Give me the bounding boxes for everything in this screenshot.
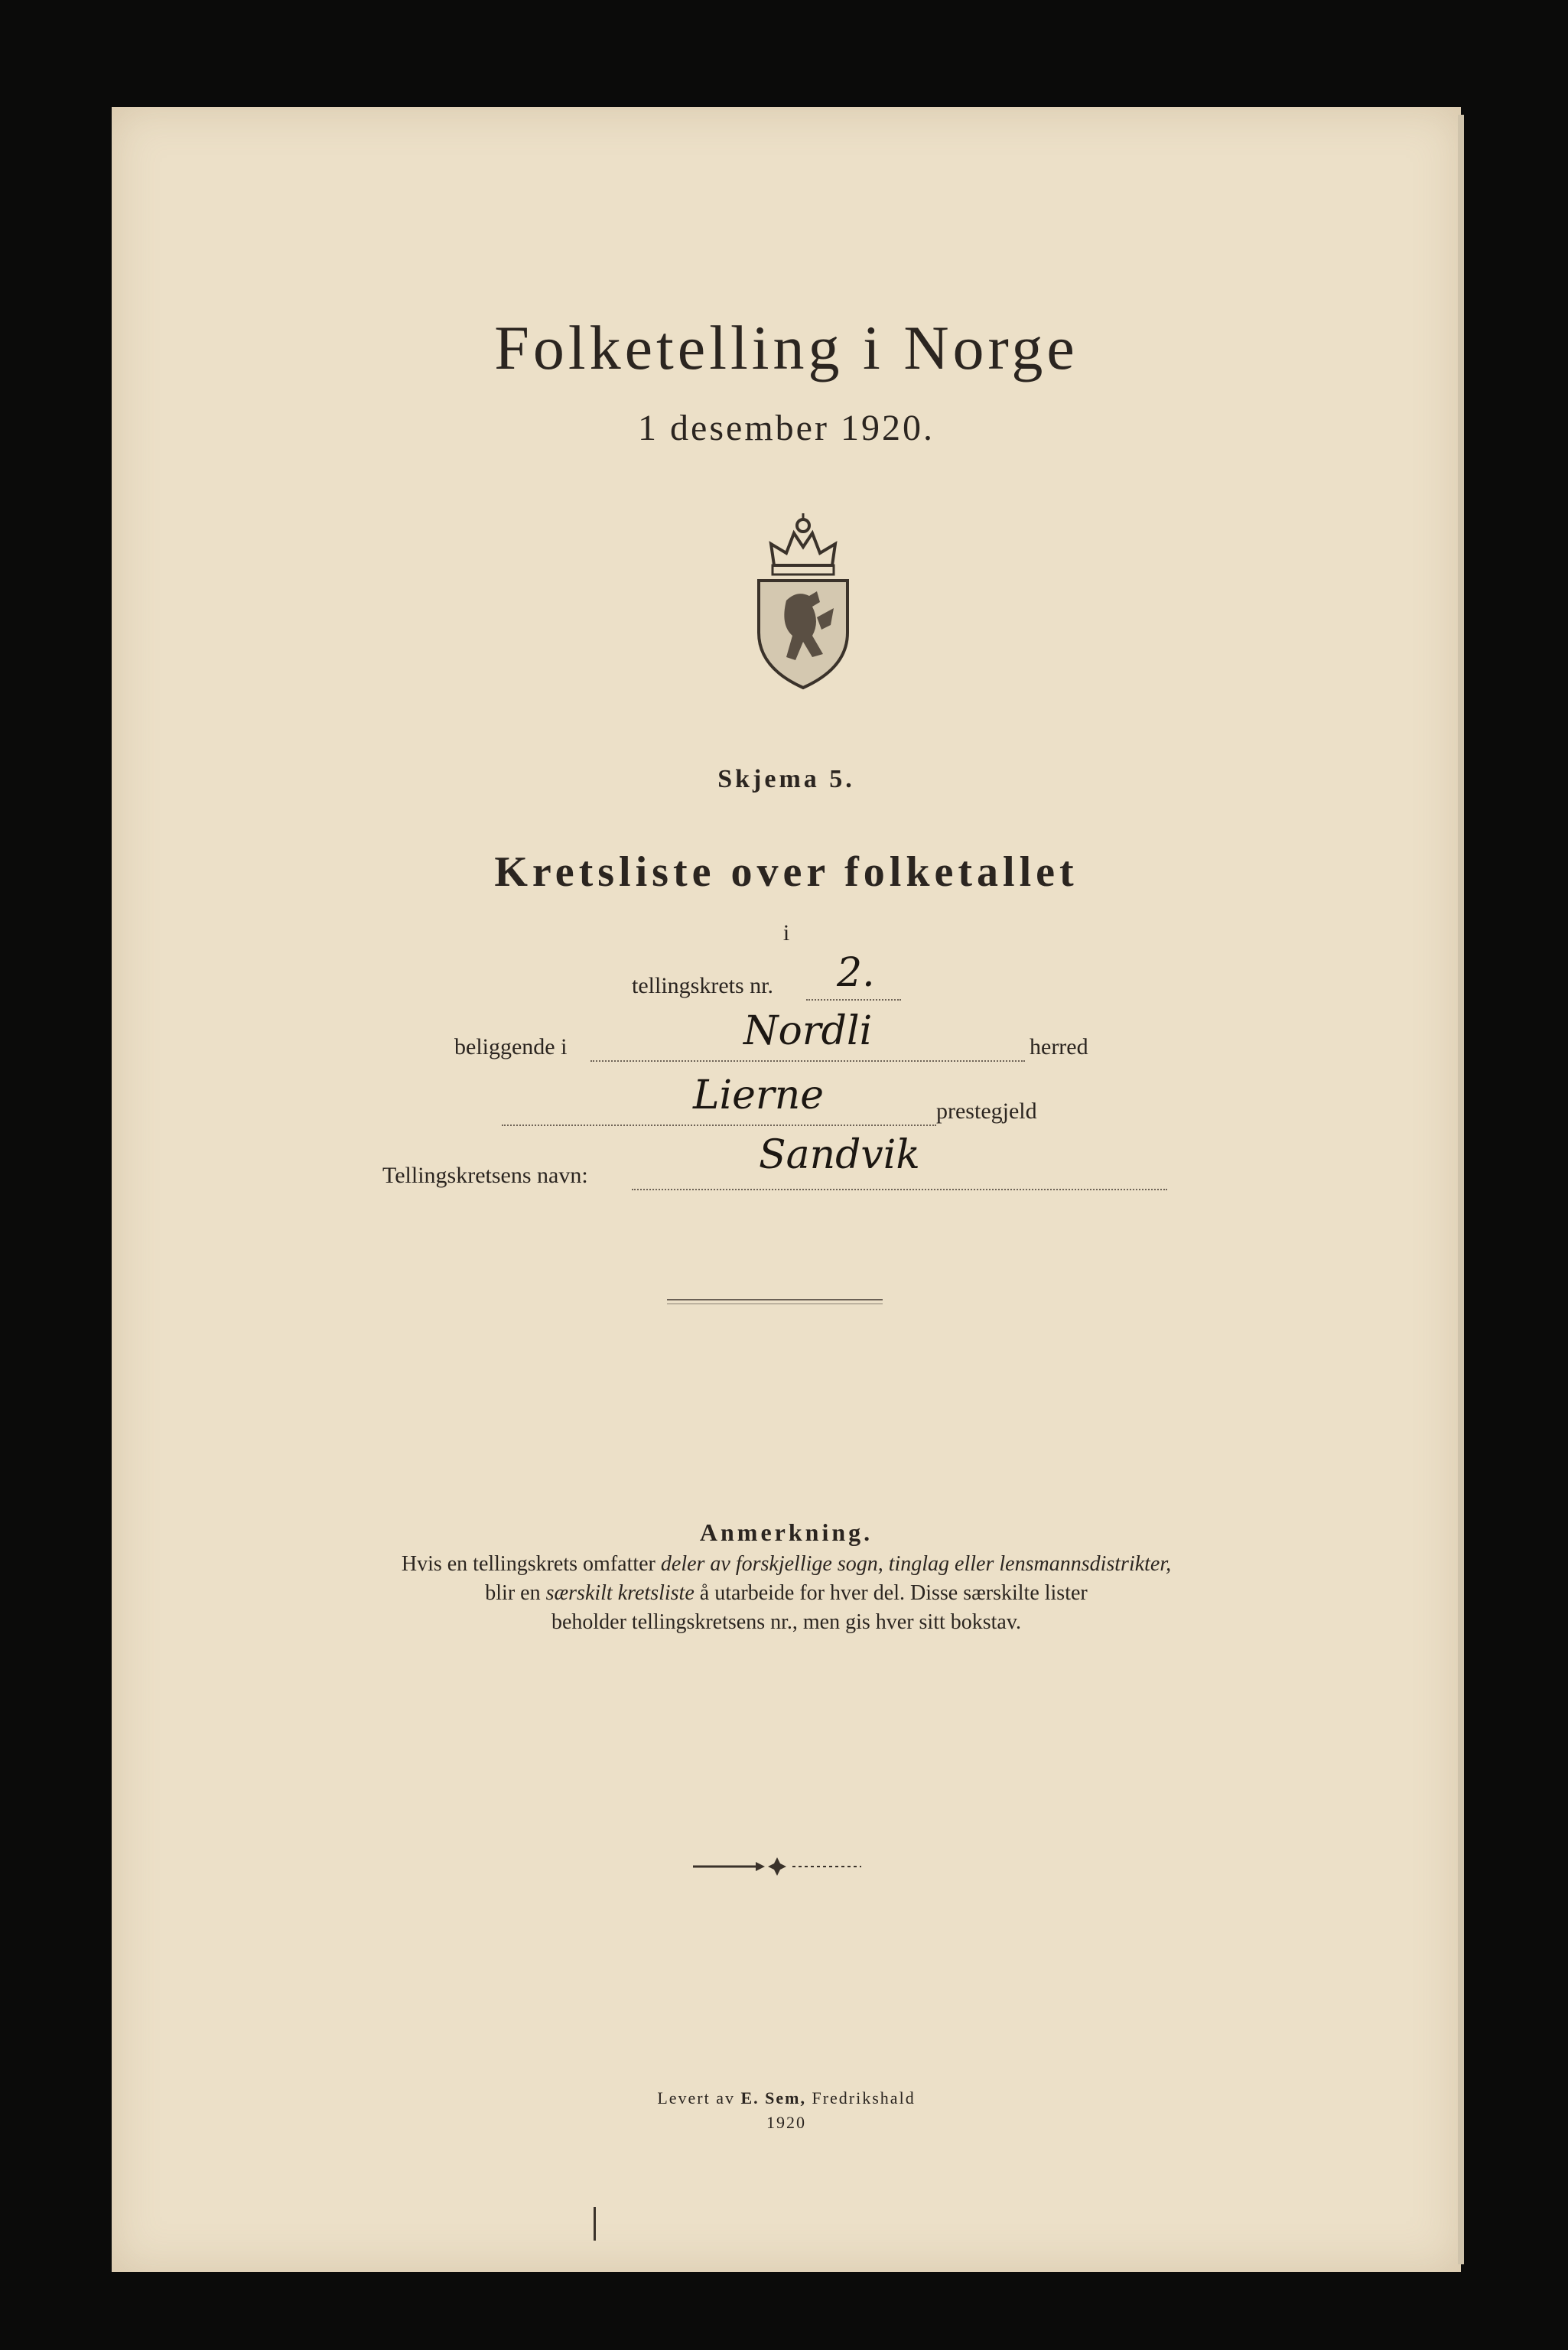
krets-number-value: 2. xyxy=(837,950,875,996)
remark-line-3: beholder tellingskretsens nr., men gis hver sitt bokstav. xyxy=(551,1610,1022,1634)
margin-mark xyxy=(594,2207,596,2241)
schema-number: Skjema 5. xyxy=(717,765,855,793)
krets-name-line xyxy=(632,1189,1167,1190)
remark-line-1: Hvis en tellingskrets omfatter deler av forskjellige sogn, tinglag eller lensmannsdistrikter, xyxy=(401,1552,1172,1576)
krets-number-label: tellingskrets nr. xyxy=(632,973,773,998)
printer-year: 1920 xyxy=(766,2113,806,2132)
prestegjeld-value: Lierne xyxy=(693,1072,825,1118)
ornament-divider-icon xyxy=(685,1851,869,1882)
printer-imprint: Levert av E. Sem, Fredrikshald xyxy=(657,2088,916,2108)
connector-word: i xyxy=(782,920,790,946)
prestegjeld-label: prestegjeld xyxy=(936,1099,1037,1124)
remark-title: Anmerkning. xyxy=(699,1518,873,1546)
prestegjeld-line xyxy=(502,1125,936,1126)
document-date: 1 desember 1920. xyxy=(638,408,935,448)
document-title: Folketelling i Norge xyxy=(494,313,1078,382)
herred-label: herred xyxy=(1030,1034,1088,1059)
coat-of-arms-icon xyxy=(727,510,880,694)
divider-rule xyxy=(667,1299,883,1300)
remark-line-2: blir en særskilt kretsliste å utarbeide for hver del. Disse særskilte lister xyxy=(485,1581,1088,1605)
form-heading: Kretsliste over folketallet xyxy=(494,848,1078,896)
krets-name-label: Tellingskretsens navn: xyxy=(382,1163,588,1188)
document-page xyxy=(112,107,1461,2272)
herred-value: Nordli xyxy=(743,1008,873,1054)
beliggende-label: beliggende i xyxy=(454,1034,568,1059)
remark-text xyxy=(112,1550,1461,1637)
krets-name-value: Sandvik xyxy=(759,1132,920,1178)
beliggende-line xyxy=(590,1060,1025,1062)
krets-number-line xyxy=(806,999,901,1001)
page-edge xyxy=(1458,115,1464,2264)
